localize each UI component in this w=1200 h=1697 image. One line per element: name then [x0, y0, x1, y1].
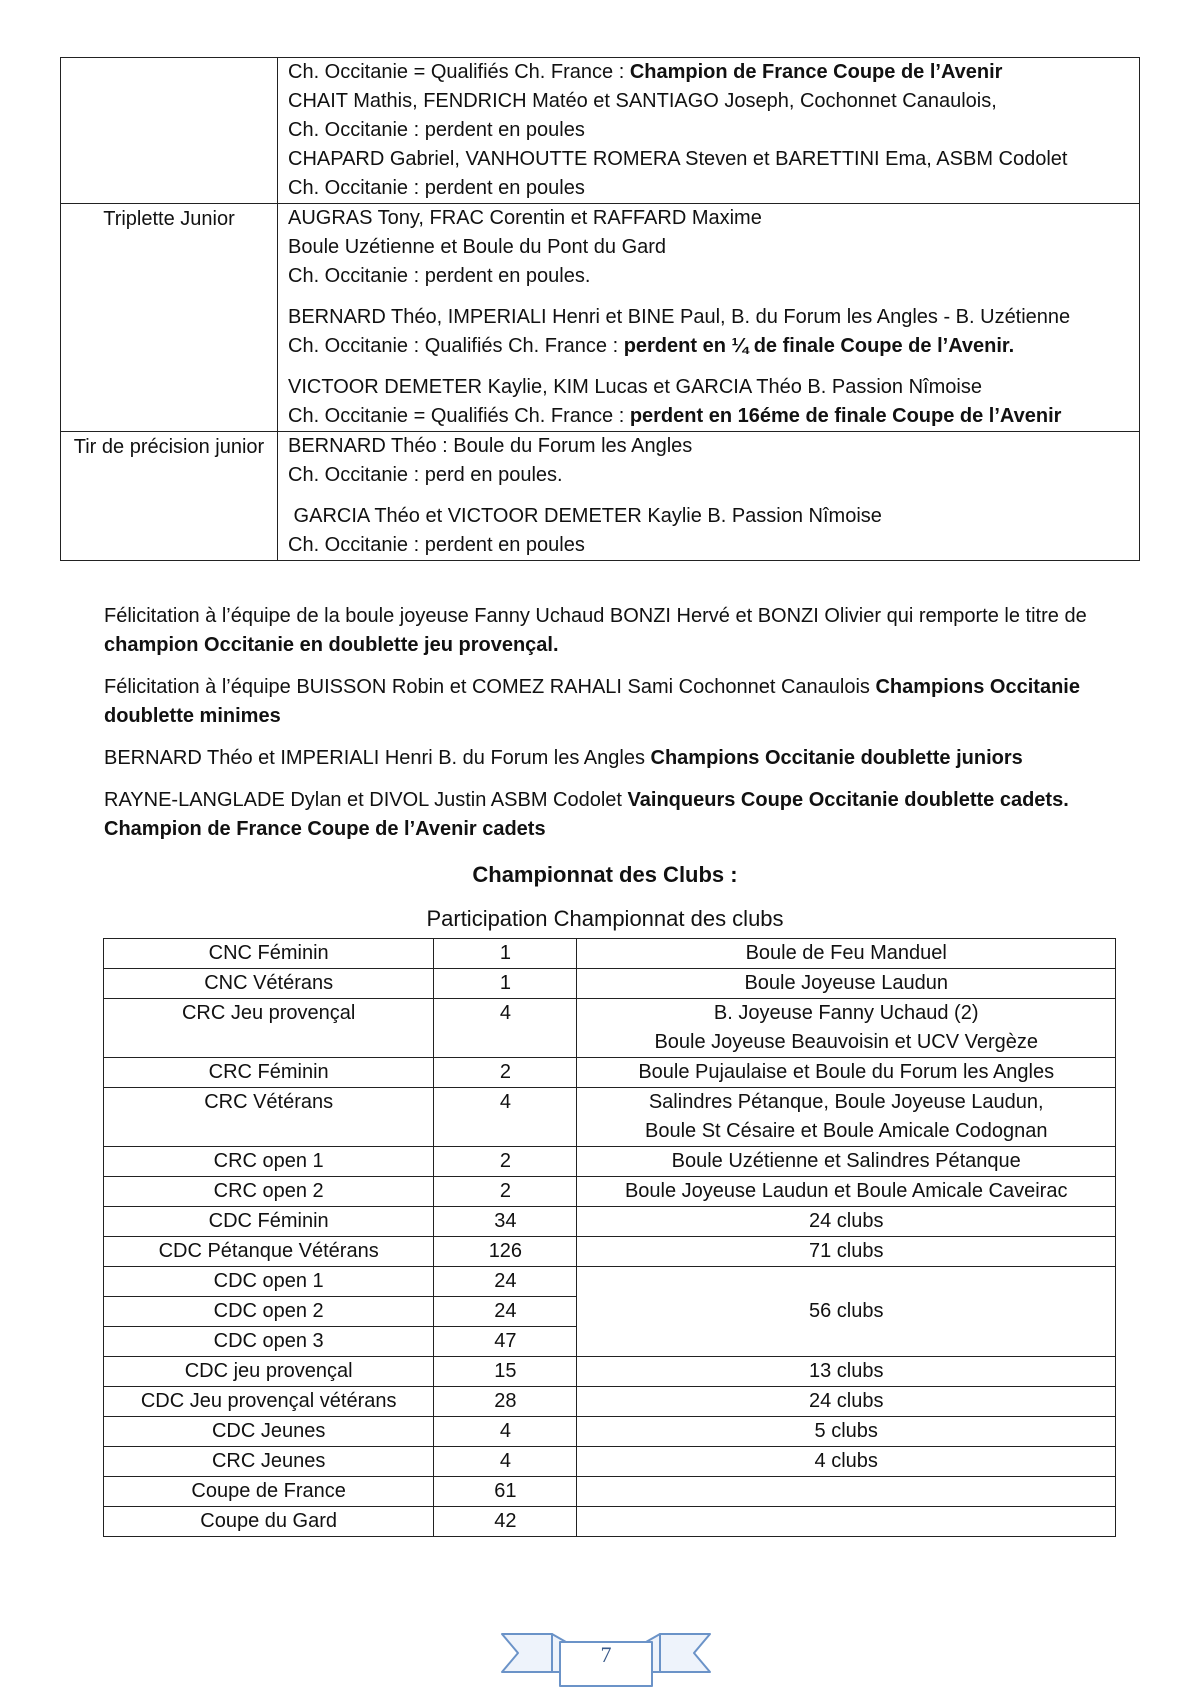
- congratulation-title: champion Occitanie en doublette jeu provençal.: [104, 634, 559, 656]
- clubs-row: [104, 939, 1116, 969]
- team-count: 42: [434, 1507, 577, 1537]
- club-name-line: Salindres Pétanque, Boule Joyeuse Laudun,: [648, 1091, 1044, 1113]
- page-footer-ribbon: [500, 1626, 712, 1688]
- club-names: [577, 1417, 1116, 1447]
- result-text: AUGRAS Tony, FRAC Corentin et RAFFARD Maxime: [288, 207, 762, 229]
- team-count: 126: [434, 1237, 577, 1267]
- club-name-line: 71 clubs: [808, 1240, 884, 1262]
- result-line: [288, 58, 1133, 87]
- result-line: [288, 174, 1133, 203]
- result-highlight: perdent en 16éme de finale Coupe de l’Avenir: [629, 405, 1062, 427]
- team-count: 2: [434, 1177, 577, 1207]
- championship-name: Coupe de France: [104, 1477, 434, 1507]
- result-entry: [288, 303, 1133, 361]
- clubs-row: [104, 1507, 1116, 1537]
- clubs-row: [104, 1477, 1116, 1507]
- team-count: 15: [434, 1357, 577, 1387]
- championship-name: Coupe du Gard: [104, 1507, 434, 1537]
- club-names: [577, 999, 1116, 1058]
- result-text: Ch. Occitanie : perdent en poules.: [288, 265, 591, 287]
- club-name-line: Boule St Césaire et Boule Amicale Codognan: [644, 1120, 1048, 1142]
- club-names: [577, 1357, 1116, 1387]
- team-count: 4: [434, 999, 577, 1058]
- results-row: [61, 58, 1140, 204]
- club-name-line: 4 clubs: [814, 1450, 878, 1472]
- clubs-row: [104, 1417, 1116, 1447]
- congratulation-title: Vainqueurs Coupe Occitanie doublette cadets. Champion de France Coupe de l’Avenir cadets: [104, 789, 1069, 840]
- result-text: BERNARD Théo, IMPERIALI Henri et BINE Paul, B. du Forum les Angles - B. Uzétienne: [288, 306, 1071, 328]
- result-text: Ch. Occitanie : perdent en poules: [288, 177, 585, 199]
- team-count: 2: [434, 1058, 577, 1088]
- result-line: [288, 87, 1133, 116]
- club-name-line: Boule Joyeuse Beauvoisin et UCV Vergèze: [654, 1031, 1039, 1053]
- result-text: Boule Uzétienne et Boule du Pont du Gard: [288, 236, 667, 258]
- result-entry: [288, 204, 1133, 291]
- result-highlight: perdent en ¼ de finale Coupe de l’Avenir.: [623, 335, 1015, 357]
- result-entry: [288, 58, 1133, 203]
- result-text: Ch. Occitanie : Qualifiés Ch. France :: [288, 335, 624, 357]
- championship-name: CDC open 3: [104, 1327, 434, 1357]
- clubs-row: [104, 969, 1116, 999]
- championship-name: CRC Vétérans: [104, 1088, 434, 1147]
- club-names: [577, 1267, 1116, 1357]
- congratulation-text: Félicitation à l’équipe de la boule joyeuse Fanny Uchaud BONZI Hervé et BONZI Olivier qui remporte le titre de: [104, 605, 1087, 627]
- entries-cell: [278, 204, 1140, 432]
- category-cell: [61, 432, 278, 561]
- club-names: [577, 1088, 1116, 1147]
- club-name-line: 24 clubs: [808, 1390, 884, 1412]
- result-line: [288, 332, 1133, 361]
- club-name-line: 13 clubs: [808, 1360, 884, 1382]
- club-names: [577, 1477, 1116, 1507]
- congratulation-paragraph: [104, 744, 1104, 773]
- team-count: 28: [434, 1387, 577, 1417]
- team-count: 61: [434, 1477, 577, 1507]
- clubs-row: [104, 1088, 1116, 1147]
- team-count: 47: [434, 1327, 577, 1357]
- club-name-line: Boule Joyeuse Laudun: [744, 972, 948, 994]
- result-text: VICTOOR DEMETER Kaylie, KIM Lucas et GARCIA Théo B. Passion Nîmoise: [288, 376, 982, 398]
- category-cell: [61, 58, 278, 204]
- club-name-line: 56 clubs: [808, 1300, 884, 1322]
- club-name-line: Boule Joyeuse Laudun et Boule Amicale Caveirac: [624, 1180, 1068, 1202]
- club-name-line: 5 clubs: [814, 1420, 878, 1442]
- result-text: Ch. Occitanie : perd en poules.: [288, 464, 563, 486]
- result-text: Ch. Occitanie : perdent en poules: [288, 119, 585, 141]
- result-line: [288, 145, 1133, 174]
- championship-name: CDC jeu provençal: [104, 1357, 434, 1387]
- congratulation-paragraph: [104, 673, 1104, 731]
- team-count: 2: [434, 1147, 577, 1177]
- championship-name: CNC Vétérans: [104, 969, 434, 999]
- result-line: [288, 531, 1133, 560]
- team-count: 4: [434, 1417, 577, 1447]
- congratulation-paragraph: [104, 786, 1104, 844]
- clubs-row: [104, 1058, 1116, 1088]
- result-line: [288, 461, 1133, 490]
- results-row: [61, 204, 1140, 432]
- championship-name: CDC Féminin: [104, 1207, 434, 1237]
- team-count: 1: [434, 939, 577, 969]
- clubs-participation-table: [103, 938, 1116, 1537]
- congratulation-text: Félicitation à l’équipe BUISSON Robin et COMEZ RAHALI Sami Cochonnet Canaulois: [104, 676, 876, 698]
- result-entry: [288, 502, 1133, 560]
- result-text: Ch. Occitanie : perdent en poules: [288, 534, 585, 556]
- results-table: [60, 57, 1140, 561]
- championship-name: CRC Jeu provençal: [104, 999, 434, 1058]
- congratulation-paragraph: [104, 602, 1104, 660]
- congratulations-section: [104, 602, 1104, 857]
- club-names: [577, 1237, 1116, 1267]
- result-line: [288, 303, 1133, 332]
- club-name-line: Boule de Feu Manduel: [745, 942, 947, 964]
- club-names: [577, 1207, 1116, 1237]
- team-count: 4: [434, 1088, 577, 1147]
- result-line: [288, 432, 1133, 461]
- clubs-row: [104, 1387, 1116, 1417]
- championship-name: CNC Féminin: [104, 939, 434, 969]
- club-names: [577, 1447, 1116, 1477]
- club-names: [577, 1177, 1116, 1207]
- championship-name: CDC Pétanque Vétérans: [104, 1237, 434, 1267]
- club-names: [577, 939, 1116, 969]
- result-line: [288, 502, 1133, 531]
- entries-cell: [278, 432, 1140, 561]
- clubs-row: [104, 1147, 1116, 1177]
- team-count: 1: [434, 969, 577, 999]
- club-names: [577, 1507, 1116, 1537]
- club-names: [577, 1147, 1116, 1177]
- results-row: [61, 432, 1140, 561]
- club-names: [577, 969, 1116, 999]
- category-label: Tir de précision junior: [73, 436, 265, 458]
- entries-cell: [278, 58, 1140, 204]
- result-line: [288, 204, 1133, 233]
- clubs-row: [104, 1237, 1116, 1267]
- championship-name: CRC open 2: [104, 1177, 434, 1207]
- congratulation-title: Champions Occitanie doublette minimes: [104, 676, 1080, 727]
- result-text: GARCIA Théo et VICTOOR DEMETER Kaylie B. Passion Nîmoise: [288, 505, 882, 527]
- clubs-row: [104, 1267, 1116, 1297]
- result-entry: [288, 432, 1133, 490]
- category-label: Triplette Junior: [103, 208, 235, 230]
- result-text: BERNARD Théo : Boule du Forum les Angles: [288, 435, 693, 457]
- clubs-row: [104, 1207, 1116, 1237]
- congratulation-text: RAYNE-LANGLADE Dylan et DIVOL Justin ASBM Codolet: [104, 789, 628, 811]
- result-line: [288, 373, 1133, 402]
- result-line: [288, 402, 1133, 431]
- club-names: [577, 1387, 1116, 1417]
- result-highlight: Champion de France Coupe de l’Avenir: [629, 61, 1003, 83]
- team-count: 4: [434, 1447, 577, 1477]
- championship-name: CDC open 2: [104, 1297, 434, 1327]
- section-title: Championnat des Clubs :: [472, 862, 738, 887]
- clubs-row: [104, 999, 1116, 1058]
- clubs-row: [104, 1357, 1116, 1387]
- championship-name: CRC open 1: [104, 1147, 434, 1177]
- result-text: Ch. Occitanie = Qualifiés Ch. France :: [288, 61, 630, 83]
- team-count: 24: [434, 1267, 577, 1297]
- congratulation-title: Champions Occitanie doublette juniors: [650, 747, 1023, 769]
- team-count: 24: [434, 1297, 577, 1327]
- page-number: 7: [600, 1642, 612, 1667]
- result-line: [288, 116, 1133, 145]
- club-name-line: 24 clubs: [808, 1210, 884, 1232]
- result-entry: [288, 373, 1133, 431]
- result-line: [288, 233, 1133, 262]
- clubs-row: [104, 1177, 1116, 1207]
- championship-name: CDC Jeu provençal vétérans: [104, 1387, 434, 1417]
- result-text: CHAPARD Gabriel, VANHOUTTE ROMERA Steven et BARETTINI Ema, ASBM Codolet: [288, 148, 1068, 170]
- club-name-line: Boule Pujaulaise et Boule du Forum les Angles: [638, 1061, 1055, 1083]
- championship-name: CRC Féminin: [104, 1058, 434, 1088]
- clubs-row: [104, 1447, 1116, 1477]
- championship-name: CDC open 1: [104, 1267, 434, 1297]
- result-text: CHAIT Mathis, FENDRICH Matéo et SANTIAGO Joseph, Cochonnet Canaulois,: [288, 90, 997, 112]
- result-text: Ch. Occitanie = Qualifiés Ch. France :: [288, 405, 630, 427]
- championship-name: CDC Jeunes: [104, 1417, 434, 1447]
- congratulation-text: BERNARD Théo et IMPERIALI Henri B. du Forum les Angles: [104, 747, 651, 769]
- table-caption: Participation Championnat des clubs: [426, 906, 784, 931]
- club-name-line: B. Joyeuse Fanny Uchaud (2): [713, 1002, 979, 1024]
- club-names: [577, 1058, 1116, 1088]
- team-count: 34: [434, 1207, 577, 1237]
- club-name-line: Boule Uzétienne et Salindres Pétanque: [671, 1150, 1021, 1172]
- championship-name: CRC Jeunes: [104, 1447, 434, 1477]
- category-cell: [61, 204, 278, 432]
- result-line: [288, 262, 1133, 291]
